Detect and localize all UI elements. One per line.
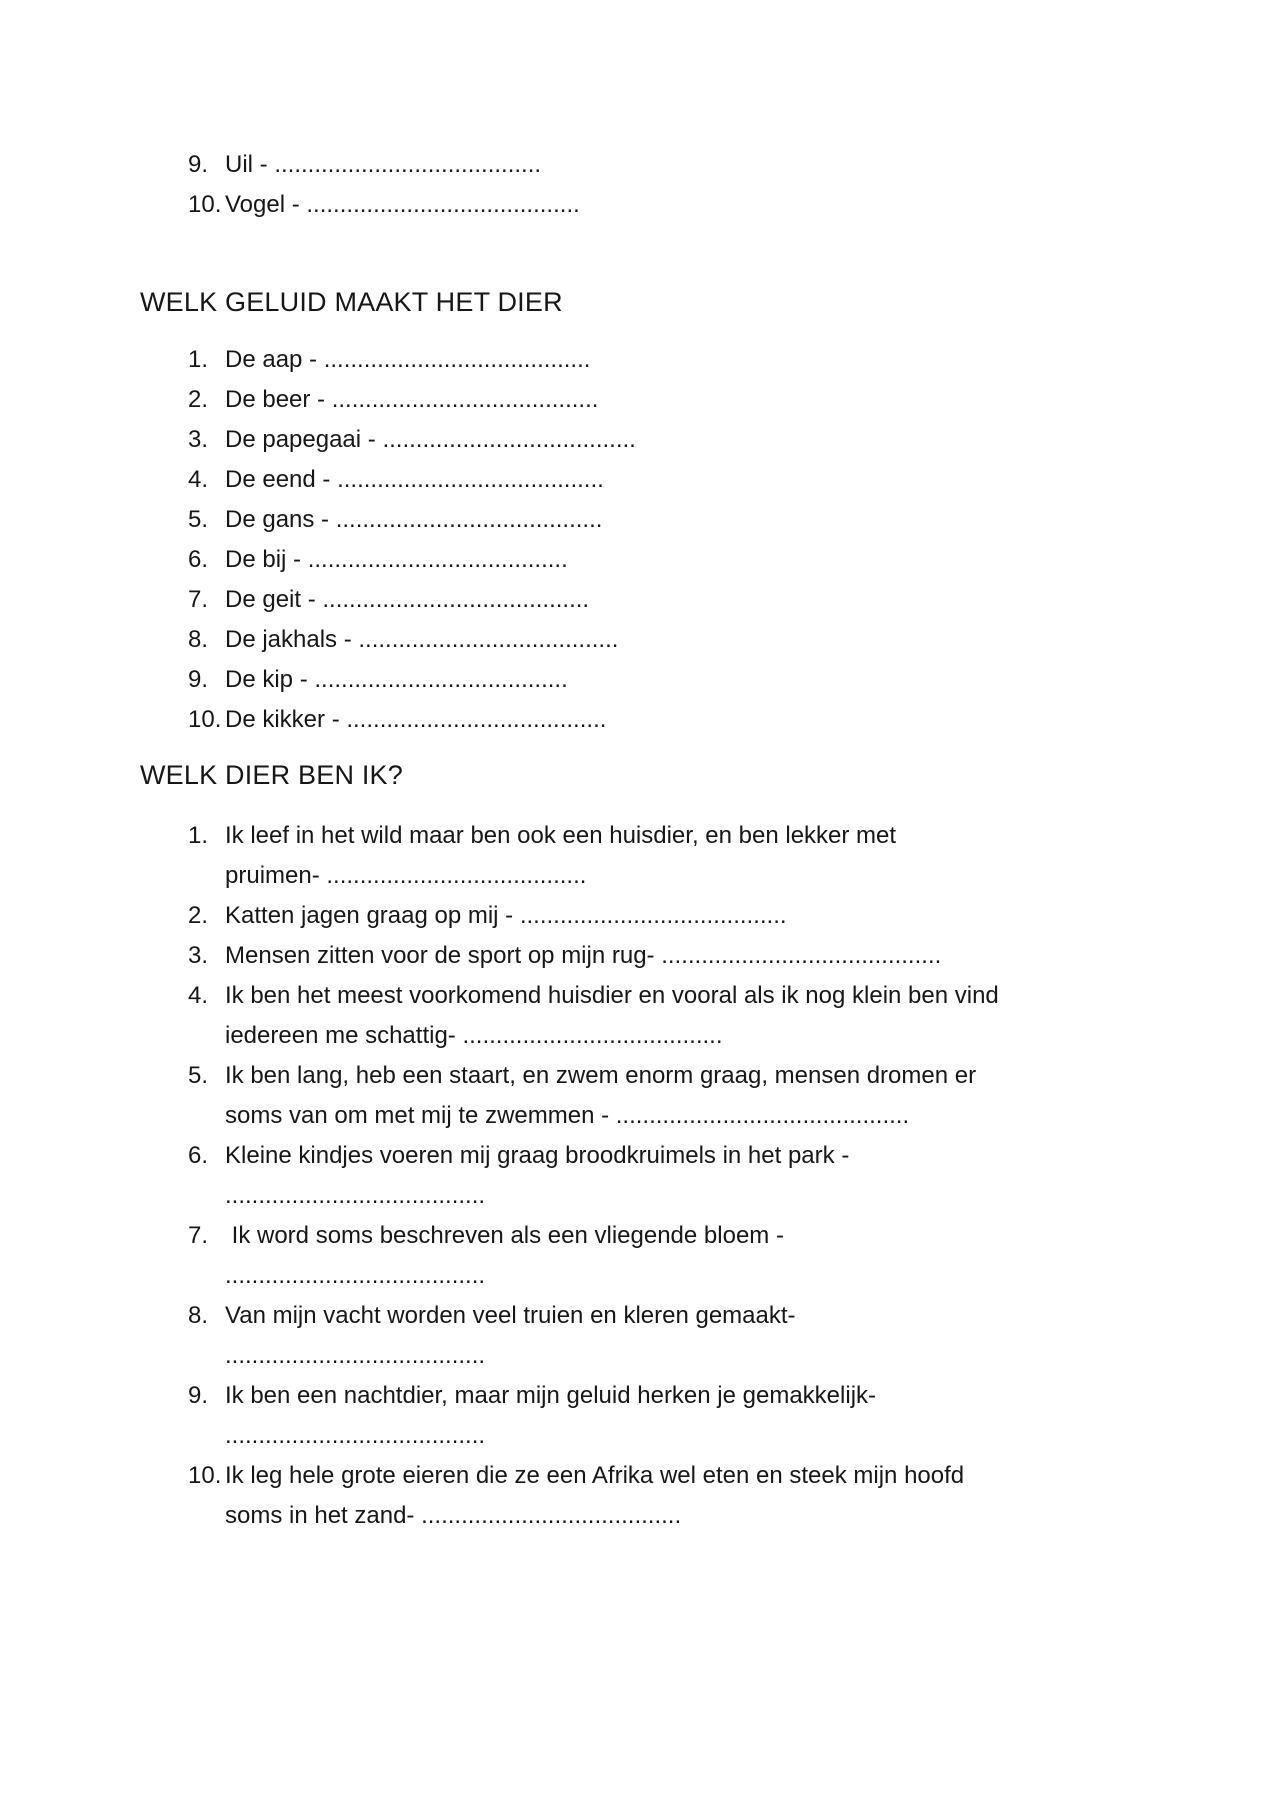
list-item bbox=[140, 1296, 1220, 1376]
list-item-text: Katten jagen graag op mij - ........................................ bbox=[225, 902, 787, 929]
list-number: 5. bbox=[188, 1062, 209, 1089]
list-item-text: De bij - ....................................... bbox=[225, 546, 568, 573]
list-number: 6. bbox=[188, 1142, 209, 1169]
welk-geluid-list bbox=[140, 340, 1220, 740]
list-number: 3. bbox=[188, 942, 209, 969]
list-item bbox=[140, 145, 1220, 185]
list-item bbox=[140, 540, 1220, 580]
list-item bbox=[140, 1376, 1220, 1456]
list-item bbox=[140, 976, 1220, 1056]
list-item-text: iedereen me schattig- ....................................... bbox=[225, 1022, 723, 1049]
section-title-welk-dier: WELK DIER BEN IK? bbox=[140, 760, 403, 790]
list-item bbox=[140, 380, 1220, 420]
list-number: 6. bbox=[188, 546, 209, 573]
list-item-text: soms van om met mij te zwemmen - ............................................ bbox=[225, 1102, 910, 1129]
list-number: 10. bbox=[188, 706, 222, 733]
list-number: 4. bbox=[188, 982, 209, 1009]
list-item bbox=[140, 620, 1220, 660]
list-item-text: De gans - ........................................ bbox=[225, 506, 603, 533]
list-item bbox=[140, 1056, 1220, 1136]
list-item-text: Uil - ........................................ bbox=[225, 151, 542, 178]
list-item bbox=[140, 185, 1220, 225]
list-item-text: De geit - ........................................ bbox=[225, 586, 590, 613]
list-number: 9. bbox=[188, 666, 209, 693]
list-number: 4. bbox=[188, 466, 209, 493]
section-title-welk-geluid: WELK GELUID MAAKT HET DIER bbox=[140, 287, 563, 317]
list-item bbox=[140, 816, 1220, 896]
list-item bbox=[140, 700, 1220, 740]
list-item-text: Ik leef in het wild maar ben ook een huisdier, en ben lekker met bbox=[225, 822, 897, 849]
list-number: 9. bbox=[188, 151, 209, 178]
list-number: 10. bbox=[188, 191, 222, 218]
list-item bbox=[140, 460, 1220, 500]
list-number: 9. bbox=[188, 1382, 209, 1409]
list-item-text: Ik leg hele grote eieren die ze een Afrika wel eten en steek mijn hoofd bbox=[225, 1462, 965, 1489]
list-number: 2. bbox=[188, 386, 209, 413]
list-item bbox=[140, 420, 1220, 460]
list-item bbox=[140, 896, 1220, 936]
list-item-text: Ik ben een nachtdier, maar mijn geluid herken je gemakkelijk- bbox=[225, 1382, 877, 1409]
list-item-text: De kip - ...................................... bbox=[225, 666, 568, 693]
list-item-text: ....................................... bbox=[225, 1182, 486, 1209]
list-item-text: Ik ben lang, heb een staart, en zwem enorm graag, mensen dromen er bbox=[225, 1062, 977, 1089]
list-item-text: De papegaai - ...................................... bbox=[225, 426, 636, 453]
list-item bbox=[140, 1456, 1220, 1536]
list-item-text: Mensen zitten voor de sport op mijn rug- .......................................... bbox=[225, 942, 942, 969]
list-item bbox=[140, 500, 1220, 540]
list-item-text: ....................................... bbox=[225, 1422, 486, 1449]
list-item-text: ....................................... bbox=[225, 1342, 486, 1369]
list-item bbox=[140, 340, 1220, 380]
list-item-text: De aap - ........................................ bbox=[225, 346, 591, 373]
list-item-text: Van mijn vacht worden veel truien en kleren gemaakt- bbox=[225, 1302, 796, 1329]
list-item-text: soms in het zand- ....................................... bbox=[225, 1502, 682, 1529]
list-item-text: De kikker - ....................................... bbox=[225, 706, 607, 733]
list-number: 3. bbox=[188, 426, 209, 453]
list-item bbox=[140, 660, 1220, 700]
list-item-text: De jakhals - ....................................... bbox=[225, 626, 619, 653]
welk-dier-list bbox=[140, 816, 1220, 1536]
list-number: 7. bbox=[188, 586, 209, 613]
animal-names-list-continuation bbox=[140, 145, 1220, 225]
list-item-text: ....................................... bbox=[225, 1262, 486, 1289]
list-number: 2. bbox=[188, 902, 209, 929]
list-item bbox=[140, 580, 1220, 620]
list-item-text: Ik ben het meest voorkomend huisdier en vooral als ik nog klein ben vind bbox=[225, 982, 999, 1009]
list-item-text: De eend - ........................................ bbox=[225, 466, 604, 493]
list-number: 1. bbox=[188, 346, 209, 373]
list-item-text: Vogel - ......................................... bbox=[225, 191, 580, 218]
list-item bbox=[140, 1136, 1220, 1216]
list-item bbox=[140, 936, 1220, 976]
list-number: 5. bbox=[188, 506, 209, 533]
list-item-text: Ik word soms beschreven als een vliegende bloem - bbox=[225, 1222, 784, 1249]
list-number: 10. bbox=[188, 1462, 222, 1489]
list-number: 1. bbox=[188, 822, 209, 849]
list-item-text: Kleine kindjes voeren mij graag broodkruimels in het park - bbox=[225, 1142, 850, 1169]
list-number: 8. bbox=[188, 626, 209, 653]
list-item-text: pruimen- ....................................... bbox=[225, 862, 587, 889]
list-item-text: De beer - ........................................ bbox=[225, 386, 599, 413]
list-number: 8. bbox=[188, 1302, 209, 1329]
list-item bbox=[140, 1216, 1220, 1296]
list-number: 7. bbox=[188, 1222, 209, 1249]
